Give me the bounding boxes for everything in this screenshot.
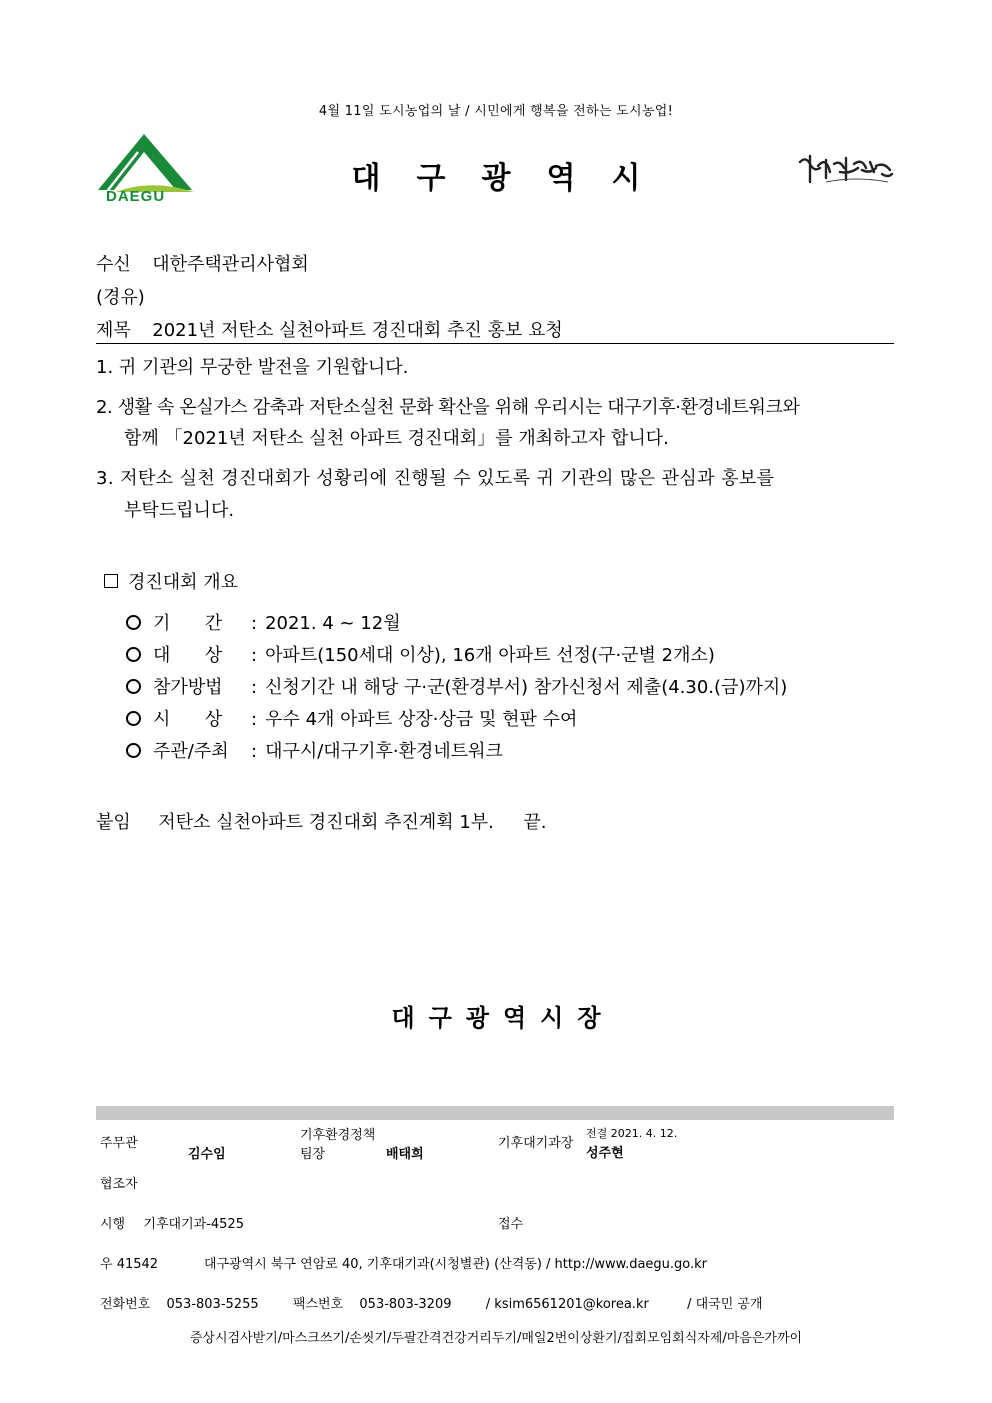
circle-bullet-icon	[126, 743, 141, 758]
overview-title-text: 경진대회 개요	[128, 572, 239, 593]
org-title: 대구광역시	[351, 161, 677, 196]
overview-item-separator: :	[251, 741, 258, 762]
logo-text: DAEGU	[106, 188, 166, 205]
team-name: 배태희	[386, 1147, 424, 1162]
calligraphy-logo-icon	[796, 150, 896, 194]
approval-note: 전결 2021. 4. 12.	[586, 1127, 678, 1140]
cooperator-label: 협조자	[100, 1177, 138, 1192]
subject-value: 2021년 저탄소 실천아파트 경진대회 추진 홍보 요청	[152, 320, 563, 341]
attachment-label: 붙임	[96, 812, 131, 833]
enforce-label: 시행	[100, 1217, 126, 1232]
director-name: 성주현	[586, 1146, 624, 1161]
subject-label: 제목	[96, 320, 131, 341]
circle-bullet-icon	[126, 679, 141, 694]
overview-item-value: 2021. 4 ~ 12월	[265, 613, 401, 634]
overview-title	[104, 568, 238, 594]
director-label: 기후대기과장	[498, 1136, 574, 1151]
overview-item-value: 우수 4개 아파트 상장·상금 및 현판 수여	[265, 709, 578, 730]
fax-value: 053-803-3209	[359, 1297, 452, 1312]
staff-name: 김수임	[188, 1147, 226, 1162]
slogan-logo	[796, 150, 896, 194]
sender-title: 대구광역시장	[391, 1004, 615, 1032]
paragraph-3-line-2: 부탁드립니다.	[124, 500, 235, 521]
team-label-2: 팀장	[300, 1147, 326, 1162]
overview-item	[126, 673, 787, 699]
enforce-line	[100, 1213, 244, 1232]
enforce-value: 기후대기과-4525	[143, 1217, 244, 1232]
phone-value: 053-803-5255	[166, 1297, 259, 1312]
overview-item-label: 시 상	[153, 709, 223, 730]
fax-label: 팩스번호	[292, 1297, 344, 1312]
disclosure-value: / 대국민 공개	[687, 1297, 763, 1312]
paragraph-2-line-1: 2. 생활 속 온실가스 감축과 저탄소실천 문화 확산을 위해 우리시는 대구기후·환경네트워크와	[96, 397, 800, 418]
circle-bullet-icon	[126, 711, 141, 726]
paragraph-3-line-1: 3. 저탄소 실천 경진대회가 성황리에 진행될 수 있도록 귀 기관의 많은 관심과 홍보를	[96, 468, 775, 489]
overview-item-separator: :	[251, 645, 258, 666]
receipt-label: 접수	[498, 1217, 524, 1232]
recipient-line	[96, 250, 309, 276]
overview-item	[126, 609, 401, 635]
phone-label: 전화번호	[100, 1297, 151, 1312]
overview-item-value: 대구시/대구기후·환경네트워크	[265, 741, 503, 762]
attachment-value: 저탄소 실천아파트 경진대회 추진계획 1부.	[158, 812, 494, 833]
email-value: / ksim6561201@korea.kr	[485, 1297, 649, 1312]
contact-line	[100, 1293, 763, 1312]
header-slogan: 4월 11일 도시농업의 날 / 시민에게 행복을 전하는 도시농업!	[318, 104, 674, 119]
checkbox-square-icon	[104, 574, 118, 588]
circle-bullet-icon	[126, 647, 141, 662]
overview-item-label: 주관/주최	[153, 741, 229, 762]
subject-line	[96, 316, 563, 342]
recipient-value: 대한주택관리사협회	[152, 254, 309, 275]
postal-code: 우 41542	[100, 1257, 159, 1272]
attachment-end: 끝.	[523, 812, 547, 833]
footer-gray-bar	[96, 1106, 894, 1120]
overview-item-value: 아파트(150세대 이상), 16개 아파트 선정(구·군별 2개소)	[265, 645, 715, 666]
overview-item-separator: :	[251, 613, 258, 634]
overview-item-value: 신청기간 내 해당 구·군(환경부서) 참가신청서 제출(4.30.(금)까지)	[265, 677, 788, 698]
via-line: (경유)	[96, 287, 145, 308]
overview-item	[126, 705, 577, 731]
attachment-line	[96, 808, 547, 834]
recipient-label: 수신	[96, 254, 131, 275]
subject-divider	[96, 343, 894, 344]
overview-item	[126, 737, 503, 763]
overview-item-label: 기 간	[153, 613, 223, 634]
overview-item-label: 참가방법	[153, 677, 223, 698]
address: 대구광역시 북구 연암로 40, 기후대기과(시청별관) (산격동) / http://www.daegu.go.kr	[204, 1257, 708, 1272]
overview-item-separator: :	[251, 709, 258, 730]
paragraph-1: 1. 귀 기관의 무궁한 발전을 기원합니다.	[96, 357, 409, 378]
team-label-1: 기후환경정책	[300, 1128, 376, 1143]
campaign-line: 증상시검사받기/마스크쓰기/손씻기/두팔간격건강거리두기/매일2번이상환기/집회모임회식자제/마음은가까이	[189, 1331, 803, 1346]
overview-item-separator: :	[251, 677, 258, 698]
overview-item	[126, 641, 715, 667]
circle-bullet-icon	[126, 615, 141, 630]
overview-item-label: 대 상	[153, 645, 223, 666]
staff-label: 주무관	[100, 1136, 138, 1151]
paragraph-2-line-2: 함께 「2021년 저탄소 실천 아파트 경진대회」를 개최하고자 합니다.	[124, 428, 669, 449]
